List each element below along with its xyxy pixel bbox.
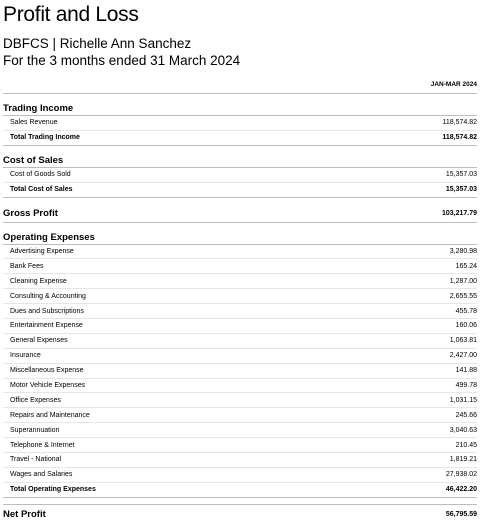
row-value: 3,040.63 [449,426,477,434]
row-label: Sales Revenue [10,119,58,127]
row-value: 3,280.98 [449,248,477,255]
table-row [3,408,477,423]
row-value: 499.78 [455,382,477,390]
row-label: Bank Fees [10,262,44,270]
row-value: 455.78 [455,307,477,315]
row-value: 1,819.21 [449,456,477,464]
row-value: 1,287.00 [449,277,477,285]
total-value: 118,574.82 [442,134,477,142]
row-label: Superannuation [10,426,60,434]
row-label: Dues and Subscriptions [10,307,84,315]
row-label: Office Expenses [10,396,61,404]
net-profit-label: Net Profit [3,509,46,521]
table-row [3,349,477,364]
table-row [3,168,477,183]
row-value: 210.45 [455,441,477,449]
row-label: Repairs and Maintenance [10,411,90,419]
column-header-period: JAN-MAR 2024 [430,81,477,88]
table-row [3,423,477,438]
total-operating-expenses-row [3,483,477,498]
row-label: Consulting & Accounting [10,292,86,300]
report-title: Profit and Loss [3,3,139,26]
table-row [3,379,477,394]
total-label: Total Operating Expenses [10,486,96,494]
row-label: Travel - National [10,456,62,464]
table-row [3,438,477,453]
row-label: Wages and Salaries [10,471,73,479]
gross-profit-label: Gross Profit [3,208,58,220]
column-header-row [3,81,477,94]
row-value: 1,031.15 [449,396,477,404]
table-row [3,453,477,468]
report-period-line: For the 3 months ended 31 March 2024 [3,53,241,68]
table-row [3,393,477,408]
row-label: General Expenses [10,337,68,345]
total-cost-of-sales-row [3,183,477,198]
profit-and-loss-report [3,0,477,523]
table-row [3,334,477,349]
row-label: Insurance [10,352,41,360]
net-profit-row [3,504,477,523]
row-label: Cleaning Expense [10,277,67,285]
section-trading-income-heading: Trading Income [3,103,477,116]
table-row [3,274,477,289]
row-value: 118,574.82 [442,119,477,127]
gross-profit-value: 103,217.79 [441,210,477,218]
table-row [3,364,477,379]
row-value: 1,063.81 [449,337,477,345]
row-label: Cost of Goods Sold [10,171,71,179]
row-value: 165.24 [455,262,477,270]
row-value: 2,427.00 [449,352,477,360]
total-label: Total Trading Income [10,134,80,142]
row-label: Advertising Expense [10,248,74,255]
table-row [3,259,477,274]
table-row [3,319,477,334]
total-value: 46,422.20 [445,486,477,494]
gross-profit-row [3,206,477,223]
row-value: 245.66 [455,411,477,419]
row-value: 15,357.03 [445,171,477,179]
total-value: 15,357.03 [445,186,477,194]
total-trading-income-row [3,131,477,146]
table-row [3,468,477,483]
table-row [3,289,477,304]
row-value: 141.88 [455,367,477,375]
table-row [3,245,477,260]
table-row [3,116,477,131]
row-value: 27,938.02 [445,471,477,479]
row-label: Miscellaneous Expense [10,367,84,375]
total-label: Total Cost of Sales [10,186,73,194]
section-operating-expenses-heading: Operating Expenses [3,232,477,245]
row-label: Entertainment Expense [10,322,83,330]
section-cost-of-sales-heading: Cost of Sales [3,155,477,168]
report-org-line: DBFCS | Richelle Ann Sanchez [3,36,192,51]
table-row [3,304,477,319]
row-label: Motor Vehicle Expenses [10,382,86,390]
row-value: 2,655.55 [449,292,477,300]
row-label: Telephone & Internet [10,441,75,449]
row-value: 160.06 [455,322,477,330]
net-profit-value: 56,795.59 [445,511,477,519]
